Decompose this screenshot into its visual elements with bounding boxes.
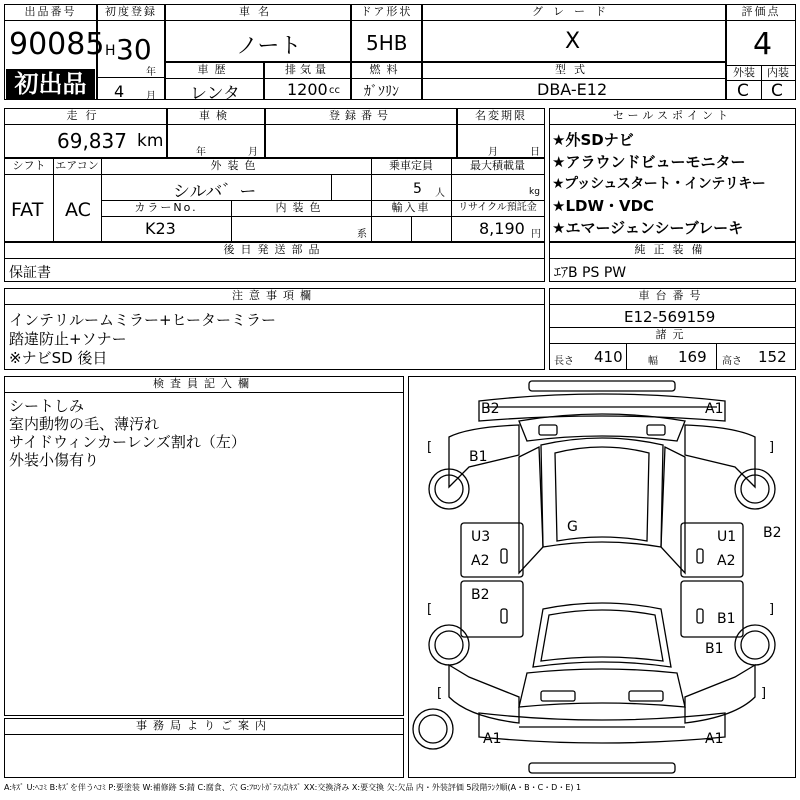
- mark-u3-left-door: U3: [471, 529, 491, 545]
- lot-number: 90085: [9, 27, 105, 62]
- grade-box: [422, 4, 726, 62]
- note-line-2: 踏違防止+ソナー: [9, 330, 127, 348]
- mark-b2-right-side: B2: [763, 525, 782, 541]
- shift-label: シフト: [12, 159, 46, 172]
- reg-month: 4: [114, 82, 125, 101]
- later-parts-box: [4, 242, 545, 282]
- mark-g-windshield: G: [567, 519, 578, 535]
- svg-text:[: [: [427, 602, 433, 617]
- sales-point-5: ★エマージェンシーブレーキ: [552, 219, 744, 237]
- grade-value: X: [565, 29, 581, 54]
- sales-point-2: ★アラウンドビューモニター: [552, 153, 746, 171]
- ext-color-value: シルバ゛ー: [173, 182, 257, 202]
- history-box: [165, 62, 264, 104]
- capacity-unit: 人: [435, 188, 445, 199]
- mileage-value: 69,837: [57, 129, 127, 153]
- recycle-unit: 円: [531, 229, 541, 240]
- mark-b2-top-left: B2: [481, 401, 500, 417]
- era: H: [105, 43, 116, 59]
- svg-text:]: ]: [769, 602, 775, 617]
- office-box: [4, 718, 404, 778]
- transfer-month-unit: 月: [488, 147, 498, 158]
- int-color-unit: 系: [357, 229, 367, 240]
- displacement-unit: cc: [329, 85, 340, 96]
- inspection-year-unit: 年: [196, 147, 206, 158]
- recycle-value: 8,190: [479, 219, 525, 238]
- max-load-unit: kg: [529, 187, 540, 197]
- mark-b1-left-front: B1: [469, 449, 488, 465]
- note-line-1: インテリルームミラー+ヒーターミラー: [9, 311, 276, 329]
- ext-score-label: 外装: [733, 66, 755, 79]
- notes-label: 注意事項欄: [232, 289, 317, 302]
- plate-box: [265, 108, 457, 158]
- height-value: 152: [758, 348, 787, 366]
- chassis-box: [549, 288, 796, 370]
- plate-label: 登録番号: [329, 109, 393, 122]
- genuine-box: [549, 242, 796, 282]
- score-box: [726, 4, 796, 100]
- score-label: 評価点: [741, 5, 781, 18]
- mileage-unit: km: [137, 131, 164, 151]
- door-box: [351, 4, 422, 62]
- mark-a2-right-door: A2: [717, 553, 736, 569]
- door-label: ドア形状: [360, 5, 413, 18]
- genuine-value: ｴｱB PS PW: [554, 265, 627, 281]
- car-outline: [409, 377, 795, 777]
- inspection-box: [167, 108, 265, 158]
- reg-year: 30: [116, 33, 152, 66]
- transfer-day-unit: 日: [530, 147, 540, 158]
- svg-text:]: ]: [761, 686, 767, 701]
- color-no-value: K23: [145, 219, 176, 238]
- registration-label: 初度登録: [105, 5, 157, 18]
- chassis-value: E12-569159: [624, 308, 716, 326]
- length-value: 410: [594, 348, 623, 366]
- inspector-line-2: 室内動物の毛、薄汚れ: [9, 415, 160, 433]
- grade-label: グレード: [532, 5, 616, 18]
- chassis-label: 車台番号: [638, 289, 707, 302]
- fuel-value: ｶﾞｿﾘﾝ: [364, 84, 399, 100]
- mark-b1-right-rear-door: B1: [717, 611, 736, 627]
- max-load-label: 最大積載量: [470, 159, 525, 172]
- transfer-label: 名変期限: [475, 109, 527, 122]
- sales-point-3: ★プッシュスタート・インテリキー: [552, 176, 766, 192]
- car-name-label: 車名: [239, 5, 277, 18]
- inspector-line-1: シートしみ: [9, 397, 85, 415]
- mark-b1-right-rear: B1: [705, 641, 724, 657]
- mileage-box: [4, 108, 167, 158]
- ext-score: C: [737, 81, 749, 101]
- office-label: 事務局よりご案内: [136, 719, 272, 732]
- history-label: 車歴: [197, 63, 232, 76]
- later-parts-value: 保証書: [9, 265, 51, 281]
- later-parts-label: 後日発送部品: [223, 243, 326, 256]
- month-unit: 月: [146, 91, 156, 102]
- history-value: レンタ: [190, 84, 240, 104]
- car-name: ノート: [236, 34, 302, 59]
- width-value: 169: [678, 348, 707, 366]
- displacement-label: 排気量: [285, 63, 330, 76]
- width-label: 幅: [648, 356, 658, 367]
- lot-label: 出品番号: [24, 5, 77, 18]
- model-box: [422, 62, 726, 100]
- displacement-value: 1200: [287, 80, 328, 99]
- year-unit: 年: [146, 67, 156, 78]
- mark-a1-rear-left: A1: [483, 731, 502, 747]
- mark-b2-left-rear-door: B2: [471, 587, 490, 603]
- model-label: 型式: [555, 63, 593, 76]
- int-color-label: 内装色: [275, 201, 327, 214]
- mark-u1-right-door: U1: [717, 529, 737, 545]
- color-no-label: カラーNo.: [134, 201, 198, 214]
- inspector-line-3: サイドウィンカーレンズ割れ（左）: [9, 433, 246, 451]
- capacity-label: 乗車定員: [389, 159, 433, 172]
- svg-text:[: [: [437, 686, 443, 701]
- length-label: 長さ: [554, 356, 574, 367]
- height-label: 高さ: [722, 356, 742, 367]
- mark-a1-top-right: A1: [705, 401, 724, 417]
- mileage-label: 走行: [66, 109, 105, 122]
- capacity-value: 5: [413, 181, 422, 197]
- model-value: DBA-E12: [537, 80, 608, 99]
- sales-points-box: [549, 108, 796, 242]
- sales-points-label: セールスポイント: [612, 109, 732, 122]
- mark-a2-left-door: A2: [471, 553, 490, 569]
- displacement-box: [264, 62, 351, 100]
- spec-grid: [4, 158, 545, 242]
- ac-value: AC: [65, 199, 91, 221]
- ac-label: エアコン: [55, 159, 99, 172]
- int-score: C: [771, 81, 783, 101]
- fuel-label: 燃料: [369, 63, 404, 76]
- door-value: 5HB: [366, 31, 408, 55]
- score-value: 4: [753, 27, 773, 62]
- svg-text:]: ]: [769, 440, 775, 455]
- damage-diagram: [408, 376, 796, 778]
- note-line-3: ※ナビSD 後日: [9, 349, 108, 367]
- sales-point-1: ★外SDナビ: [552, 131, 634, 149]
- registration-box: [97, 4, 165, 100]
- inspection-month-unit: 月: [248, 147, 258, 158]
- import-label: 輸入車: [391, 201, 431, 214]
- lot-box: [4, 4, 105, 100]
- inspector-line-4: 外装小傷有り: [9, 451, 100, 469]
- ext-color-label: 外装色: [210, 159, 262, 172]
- notes-box: [4, 288, 545, 370]
- svg-text:[: [: [427, 440, 433, 455]
- dimensions-label: 諸元: [655, 328, 690, 341]
- mark-a1-rear-right: A1: [705, 731, 724, 747]
- inspector-label: 検査員記入欄: [153, 377, 255, 390]
- first-listing-badge: 初出品: [6, 69, 95, 99]
- transfer-box: [457, 108, 545, 158]
- fuel-box: [351, 62, 422, 100]
- legend: A:ｷｽﾞ U:ﾍｺﾐ B:ｷｽﾞを伴うﾍｺﾐ P:要塗装 W:補修跡 S:錆 C:腐食、穴 G:ﾌﾛﾝﾄｶﾞﾗｽ点ｷｽﾞ XX:交換済み X:要交換 欠:欠品 内・外装評価 5段階ﾗﾝｸ順(A・B・C・D・E) 1: [4, 783, 582, 792]
- inspector-box: [4, 376, 404, 716]
- genuine-label: 純正装備: [634, 243, 711, 256]
- sales-point-4: ★LDW・VDC: [552, 197, 655, 215]
- int-score-label: 内装: [767, 66, 789, 79]
- inspection-label: 車検: [199, 109, 233, 122]
- recycle-label: リサイクル預託金: [458, 202, 537, 213]
- car-name-box: [165, 4, 351, 62]
- shift-value: FAT: [11, 199, 44, 221]
